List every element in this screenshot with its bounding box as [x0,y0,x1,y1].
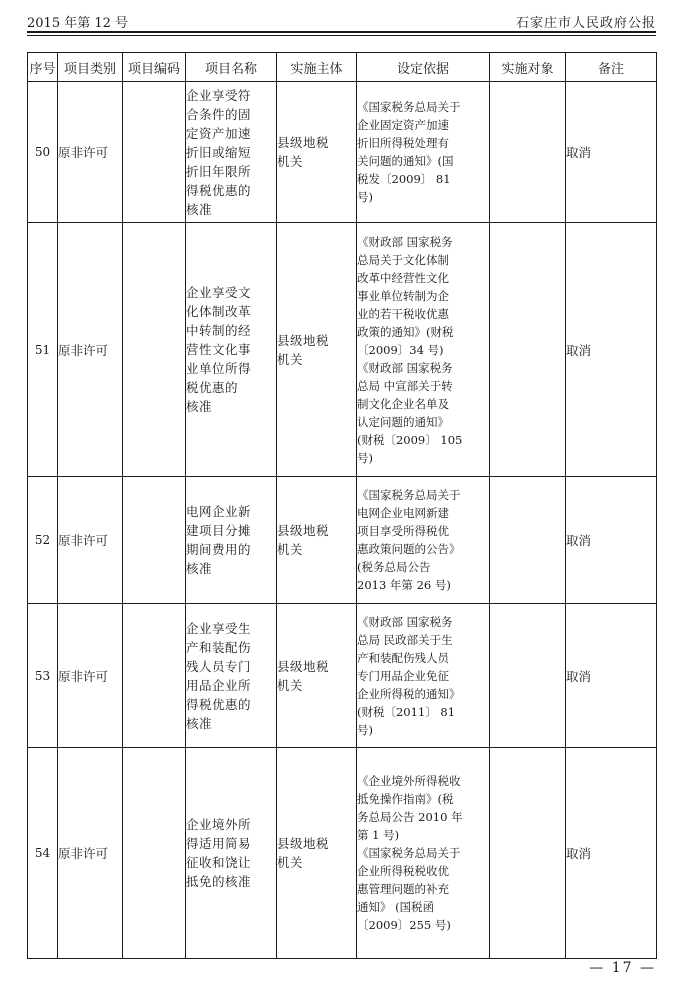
cell-name-text: 企业享受符 合条件的固 定资产加速 折旧或缩短 折旧年限所 得税优惠的 核准 [186,87,252,217]
items-table [27,52,657,959]
cell-subject-text: 县级地税 机关 [277,658,330,693]
cell-subject-text: 县级地税 机关 [277,836,330,870]
cell-basis [357,223,490,477]
cell-no: 51 [28,223,58,477]
cell-note: 取消 [566,748,657,959]
cell-target [490,604,566,748]
col-header-code: 项目编码 [123,53,186,82]
page-number: — 17 — [589,960,656,976]
cell-basis-text: 《国家税务总局关于 电网企业电网新建 项目享受所得税优 惠政策问题的公告》 (税务总局公告 2013 年第 26 号) [357,488,461,592]
cell-subject-text: 县级地税 机关 [277,332,330,367]
cell-code [123,82,186,223]
cell-note: 取消 [566,223,657,477]
cell-name-text: 企业境外所 得适用简易 征收和饶让 抵免的核准 [186,817,252,889]
cell-no: 53 [28,604,58,748]
table-row [28,477,657,604]
cell-target [490,748,566,959]
cell-name [186,748,277,959]
cell-target [490,223,566,477]
page-header [27,10,656,32]
col-header-category: 项目类别 [58,53,123,82]
table-row [28,604,657,748]
cell-code [123,748,186,959]
cell-subject-text: 县级地税 机关 [277,135,330,169]
cell-subject [277,223,357,477]
header-rule-thin [27,35,656,36]
cell-basis [357,604,490,748]
table-row [28,223,657,477]
table-header-row [28,53,657,82]
header-rule-thick [27,31,656,33]
col-header-subject: 实施主体 [277,53,357,82]
cell-subject [277,604,357,748]
cell-target [490,477,566,604]
col-header-no: 序号 [28,53,58,82]
cell-note: 取消 [566,604,657,748]
cell-subject [277,477,357,604]
col-header-note: 备注 [566,53,657,82]
cell-category: 原非许可 [58,477,123,604]
col-header-name: 项目名称 [186,53,277,82]
cell-name-text: 企业享受文 化体制改革 中转制的经 营性文化事 业单位所得 税优惠的 核准 [186,285,252,414]
cell-name [186,82,277,223]
cell-note: 取消 [566,82,657,223]
cell-no: 54 [28,748,58,959]
cell-no: 52 [28,477,58,604]
cell-subject [277,82,357,223]
table-row [28,82,657,223]
cell-name [186,223,277,477]
cell-category: 原非许可 [58,748,123,959]
cell-name [186,604,277,748]
publication-title: 石家庄市人民政府公报 [515,16,656,31]
cell-basis-text: 《企业境外所得税收 抵免操作指南》(税 务总局公告 2010 年 第 1 号) 《国家税务总局关于 企业所得税税收优 惠管理问题的补充 通知》 (国税函 〔2009〕255 号) [357,774,463,932]
issue-number: 2015 年第 12 号 [27,16,129,31]
cell-note: 取消 [566,477,657,604]
cell-category: 原非许可 [58,223,123,477]
cell-target [490,82,566,223]
cell-basis [357,477,490,604]
cell-category: 原非许可 [58,82,123,223]
table-row [28,748,657,959]
cell-code [123,477,186,604]
cell-subject-text: 县级地税 机关 [277,523,330,557]
col-header-target: 实施对象 [490,53,566,82]
cell-name-text: 企业享受生 产和装配伤 残人员专门 用品企业所 得税优惠的 核准 [186,620,252,731]
cell-basis [357,748,490,959]
cell-category: 原非许可 [58,604,123,748]
cell-no: 50 [28,82,58,223]
cell-name-text: 电网企业新 建项目分摊 期间费用的 核准 [186,504,252,576]
cell-code [123,604,186,748]
cell-basis-text: 《国家税务总局关于 企业固定资产加速 折旧所得税处理有 关问题的通知》(国 税发〔2009〕 81 号) [357,100,461,204]
cell-basis-text: 《财政部 国家税务 总局关于文化体制 改革中经营性文化 事业单位转制为企 业的若干税收优惠 政策的通知》(财税 〔2009〕34 号) 《财政部 国家税务 总局 中宣部关于转 制文化企业名单及 认定问题的通知》 (财税〔2009〕 105 号) [357,234,463,465]
cell-name [186,477,277,604]
cell-basis-text: 《财政部 国家税务 总局 民政部关于生 产和装配伤残人员 专门用品企业免征 企业所得税的通知》 (财税〔2011〕 81 号) [357,614,461,737]
cell-basis [357,82,490,223]
cell-code [123,223,186,477]
col-header-basis: 设定依据 [357,53,490,82]
cell-subject [277,748,357,959]
